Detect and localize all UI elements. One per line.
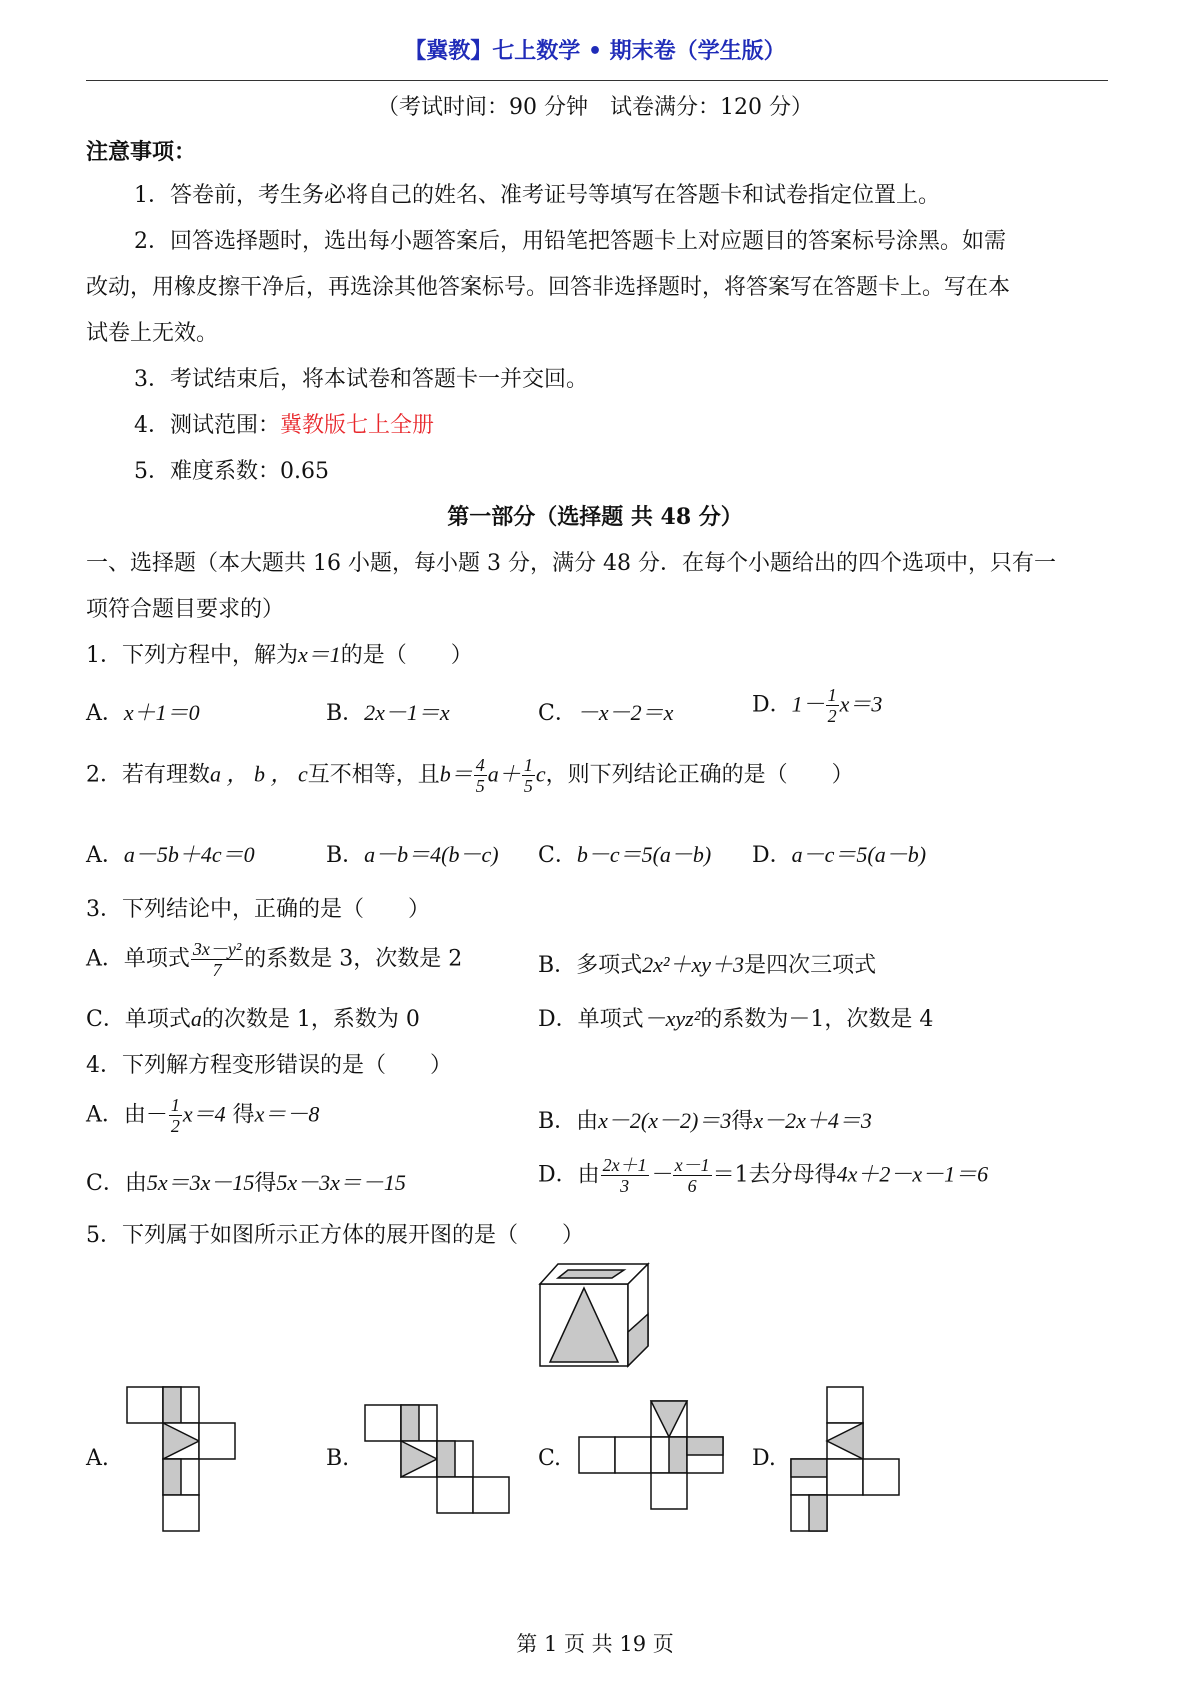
q3-c-math: a — [190, 1006, 202, 1031]
q4-d-frac-2 — [673, 1156, 712, 1195]
q1-stem — [86, 638, 473, 669]
q4-a-frac — [169, 1096, 182, 1135]
q2-frac-1 — [474, 756, 487, 795]
q2-eq-pre: b＝ — [439, 761, 473, 787]
q3-option-c[interactable] — [86, 1002, 420, 1033]
q5-label-d[interactable]: D. — [752, 1446, 776, 1471]
q3-b-math: 2x²＋xy＋3 — [642, 952, 745, 977]
q3-a-frac — [191, 940, 243, 979]
q4-d-n2: x－1 — [674, 1155, 710, 1175]
page-footer: 第 1 页 共 19 页 — [516, 1632, 674, 1656]
q1-option-d[interactable]: D．1－ $\frac{1}{2}$ x＝3 — [752, 685, 883, 726]
q4-option-c[interactable] — [86, 1166, 406, 1197]
q3-c-pre: C．单项式 — [86, 1007, 191, 1032]
q3-b-post: 是四次三项式 — [744, 953, 877, 978]
q2-eq-mid: a＋ — [487, 761, 521, 787]
q2-f1-num: 4 — [475, 755, 485, 775]
q4-a-res: x＝－8 — [254, 1101, 320, 1127]
q5-net-c[interactable] — [578, 1400, 740, 1522]
q5-net-a[interactable] — [126, 1386, 238, 1538]
q1-option-b-text: 2x－1＝x — [364, 700, 450, 725]
q2-option-a-text: a－5b＋4c＝0 — [123, 842, 255, 867]
q2-stem-mid: 互不相等，且 — [307, 762, 440, 788]
q2-f2-den: 5 — [523, 776, 533, 796]
q3-option-b[interactable] — [538, 948, 876, 979]
q2-frac-2 — [522, 756, 535, 795]
q1-stem-pre: 1．下列方程中，解为 — [86, 643, 298, 668]
exam-header-title: 【冀教】七上数学 • 期末卷（学生版） — [404, 39, 786, 64]
q4-a-num: 1 — [170, 1095, 180, 1115]
q2-f2-num: 1 — [523, 755, 533, 775]
q1-option-a-text: x＋1＝0 — [123, 700, 200, 725]
q4-b-pre: B．由 — [538, 1109, 599, 1134]
q5-stem: 5．下列属于如图所示正方体的展开图的是（ ） — [86, 1223, 584, 1248]
q5-net-d[interactable] — [790, 1386, 918, 1538]
q2-f1-den: 5 — [475, 776, 485, 796]
q1-option-d-post: x＝3 — [839, 691, 883, 717]
q2-stem-pre: 2．若有理数 — [86, 762, 210, 788]
q4-option-a[interactable] — [86, 1096, 319, 1135]
q3-option-a[interactable] — [86, 940, 462, 979]
q2-stem-post: ，则下列结论正确的是（ ） — [545, 762, 854, 788]
q4-d-pre: D．由 — [538, 1162, 600, 1188]
q4-d-frac-1 — [601, 1156, 649, 1195]
notice-item-5: 5．难度系数：0.65 — [134, 459, 329, 484]
q3-option-d[interactable] — [538, 1002, 933, 1033]
q4-stem: 4．下列解方程变形错误的是（ ） — [86, 1053, 452, 1078]
q1-d-den: 2 — [827, 706, 837, 726]
q2-option-d[interactable]: D．a－c＝5(a－b) — [752, 842, 927, 868]
q1-d-num: 1 — [827, 685, 837, 705]
notice-item-2: 2．回答选择题时，选出每小题答案后，用铅笔把答题卡上对应题目的答案标号涂黑。如需 — [134, 229, 1007, 254]
scope-value: 冀教版七上全册 — [280, 413, 435, 438]
q3-c-post: 的次数是 1，系数为 0 — [201, 1007, 420, 1032]
q4-c-de: 得 — [254, 1171, 277, 1196]
notice-item-3: 3．考试结束后，将本试卷和答题卡一并交回。 — [134, 367, 588, 392]
q4-d-minus: － — [649, 1161, 672, 1187]
q5-net-b[interactable] — [364, 1404, 524, 1524]
q4-b-res: x－2x＋4＝3 — [753, 1108, 872, 1133]
q5-label-c[interactable]: C. — [538, 1446, 562, 1471]
q4-option-b[interactable] — [538, 1104, 872, 1135]
q1-stem-post: 的是（ ） — [340, 643, 473, 668]
notice-item-4 — [134, 408, 434, 439]
q4-a-den: 2 — [170, 1116, 180, 1136]
q2-option-b-text: a－b＝4(b－c) — [364, 842, 499, 867]
q4-a-pre: A．由－ — [86, 1102, 168, 1128]
q1-option-a[interactable]: A．x＋1＝0 — [86, 700, 200, 726]
q1-option-c[interactable]: C．－x－2＝x — [538, 700, 674, 726]
q3-a-num: 3x－y² — [192, 939, 242, 959]
q2-option-a[interactable]: A．a－5b＋4c＝0 — [86, 842, 255, 868]
q4-c-eq: 5x＝3x－15 — [146, 1170, 255, 1195]
scope-label: 4．测试范围： — [134, 413, 280, 438]
notice-item-2-cont: 改动，用橡皮擦干净后，再选涂其他答案标号。回答非选择题时，将答案写在答题卡上。写在本 — [86, 275, 1011, 300]
section-intro-2: 项符合题目要求的） — [86, 597, 285, 622]
q4-a-de: 得 — [232, 1102, 255, 1128]
q5-label-a[interactable]: A. — [86, 1446, 109, 1471]
q4-d-d2: 6 — [687, 1176, 697, 1196]
q4-c-res: 5x－3x＝－15 — [276, 1170, 406, 1195]
q1-option-d-frac — [826, 686, 839, 725]
q3-a-pre: A．单项式 — [86, 946, 190, 972]
notice-item-2-end: 试卷上无效。 — [86, 321, 219, 346]
q4-option-d[interactable] — [538, 1156, 988, 1195]
q4-d-mid: ＝1去分母得 — [712, 1162, 837, 1188]
exam-info: （考试时间：90 分钟 试卷满分：120 分） — [377, 95, 813, 120]
q2-vars: a ， b ， c — [210, 761, 308, 787]
q4-b-de: 得 — [731, 1109, 754, 1134]
q3-d-math: －xyz² — [643, 1006, 701, 1031]
q2-stem — [86, 756, 854, 795]
section-intro-1: 一、选择题（本大题共 16 小题，每小题 3 分，满分 48 分．在每个小题给出的四个选项中，只有一 — [86, 551, 1056, 576]
q3-d-pre: D．单项式 — [538, 1007, 644, 1032]
q4-d-n1: 2x＋1 — [602, 1155, 647, 1175]
section-title: 第一部分（选择题 共 48 分） — [447, 504, 743, 530]
cube-figure — [538, 1262, 658, 1370]
q4-c-pre: C．由 — [86, 1171, 147, 1196]
q1-option-d-pre: 1－ — [791, 691, 825, 717]
q2-eq-post: c — [535, 761, 546, 787]
q1-stem-math: x＝1 — [298, 642, 341, 667]
q4-d-res: 4x＋2－x－1＝6 — [836, 1161, 989, 1187]
q3-a-post: 的系数是 3，次数是 2 — [244, 946, 463, 972]
q2-option-c-text: b－c＝5(a－b) — [576, 842, 712, 867]
q4-a-mid: x＝4 — [182, 1101, 226, 1127]
q4-b-eq: x－2(x－2)＝3 — [598, 1108, 732, 1133]
q3-b-pre: B．多项式 — [538, 953, 643, 978]
q1-option-c-text: －x－2＝x — [576, 700, 674, 725]
notice-item-1: 1．答卷前，考生务必将自己的姓名、准考证号等填写在答题卡和试卷指定位置上。 — [134, 183, 940, 208]
q4-d-d1: 3 — [620, 1176, 630, 1196]
q1-option-b[interactable]: B．2x－1＝x — [326, 700, 450, 726]
q2-option-d-text: a－c＝5(a－b) — [791, 842, 927, 867]
q5-label-b[interactable]: B. — [326, 1446, 350, 1471]
q3-d-post: 的系数为－1，次数是 4 — [700, 1007, 934, 1032]
q2-option-c[interactable]: C．b－c＝5(a－b) — [538, 842, 712, 868]
q3-a-den: 7 — [212, 960, 222, 980]
q2-option-b[interactable]: B．a－b＝4(b－c) — [326, 842, 499, 868]
notice-title: 注意事项： — [86, 139, 197, 165]
q3-stem: 3．下列结论中，正确的是（ ） — [86, 897, 430, 922]
header-rule — [86, 80, 1108, 81]
